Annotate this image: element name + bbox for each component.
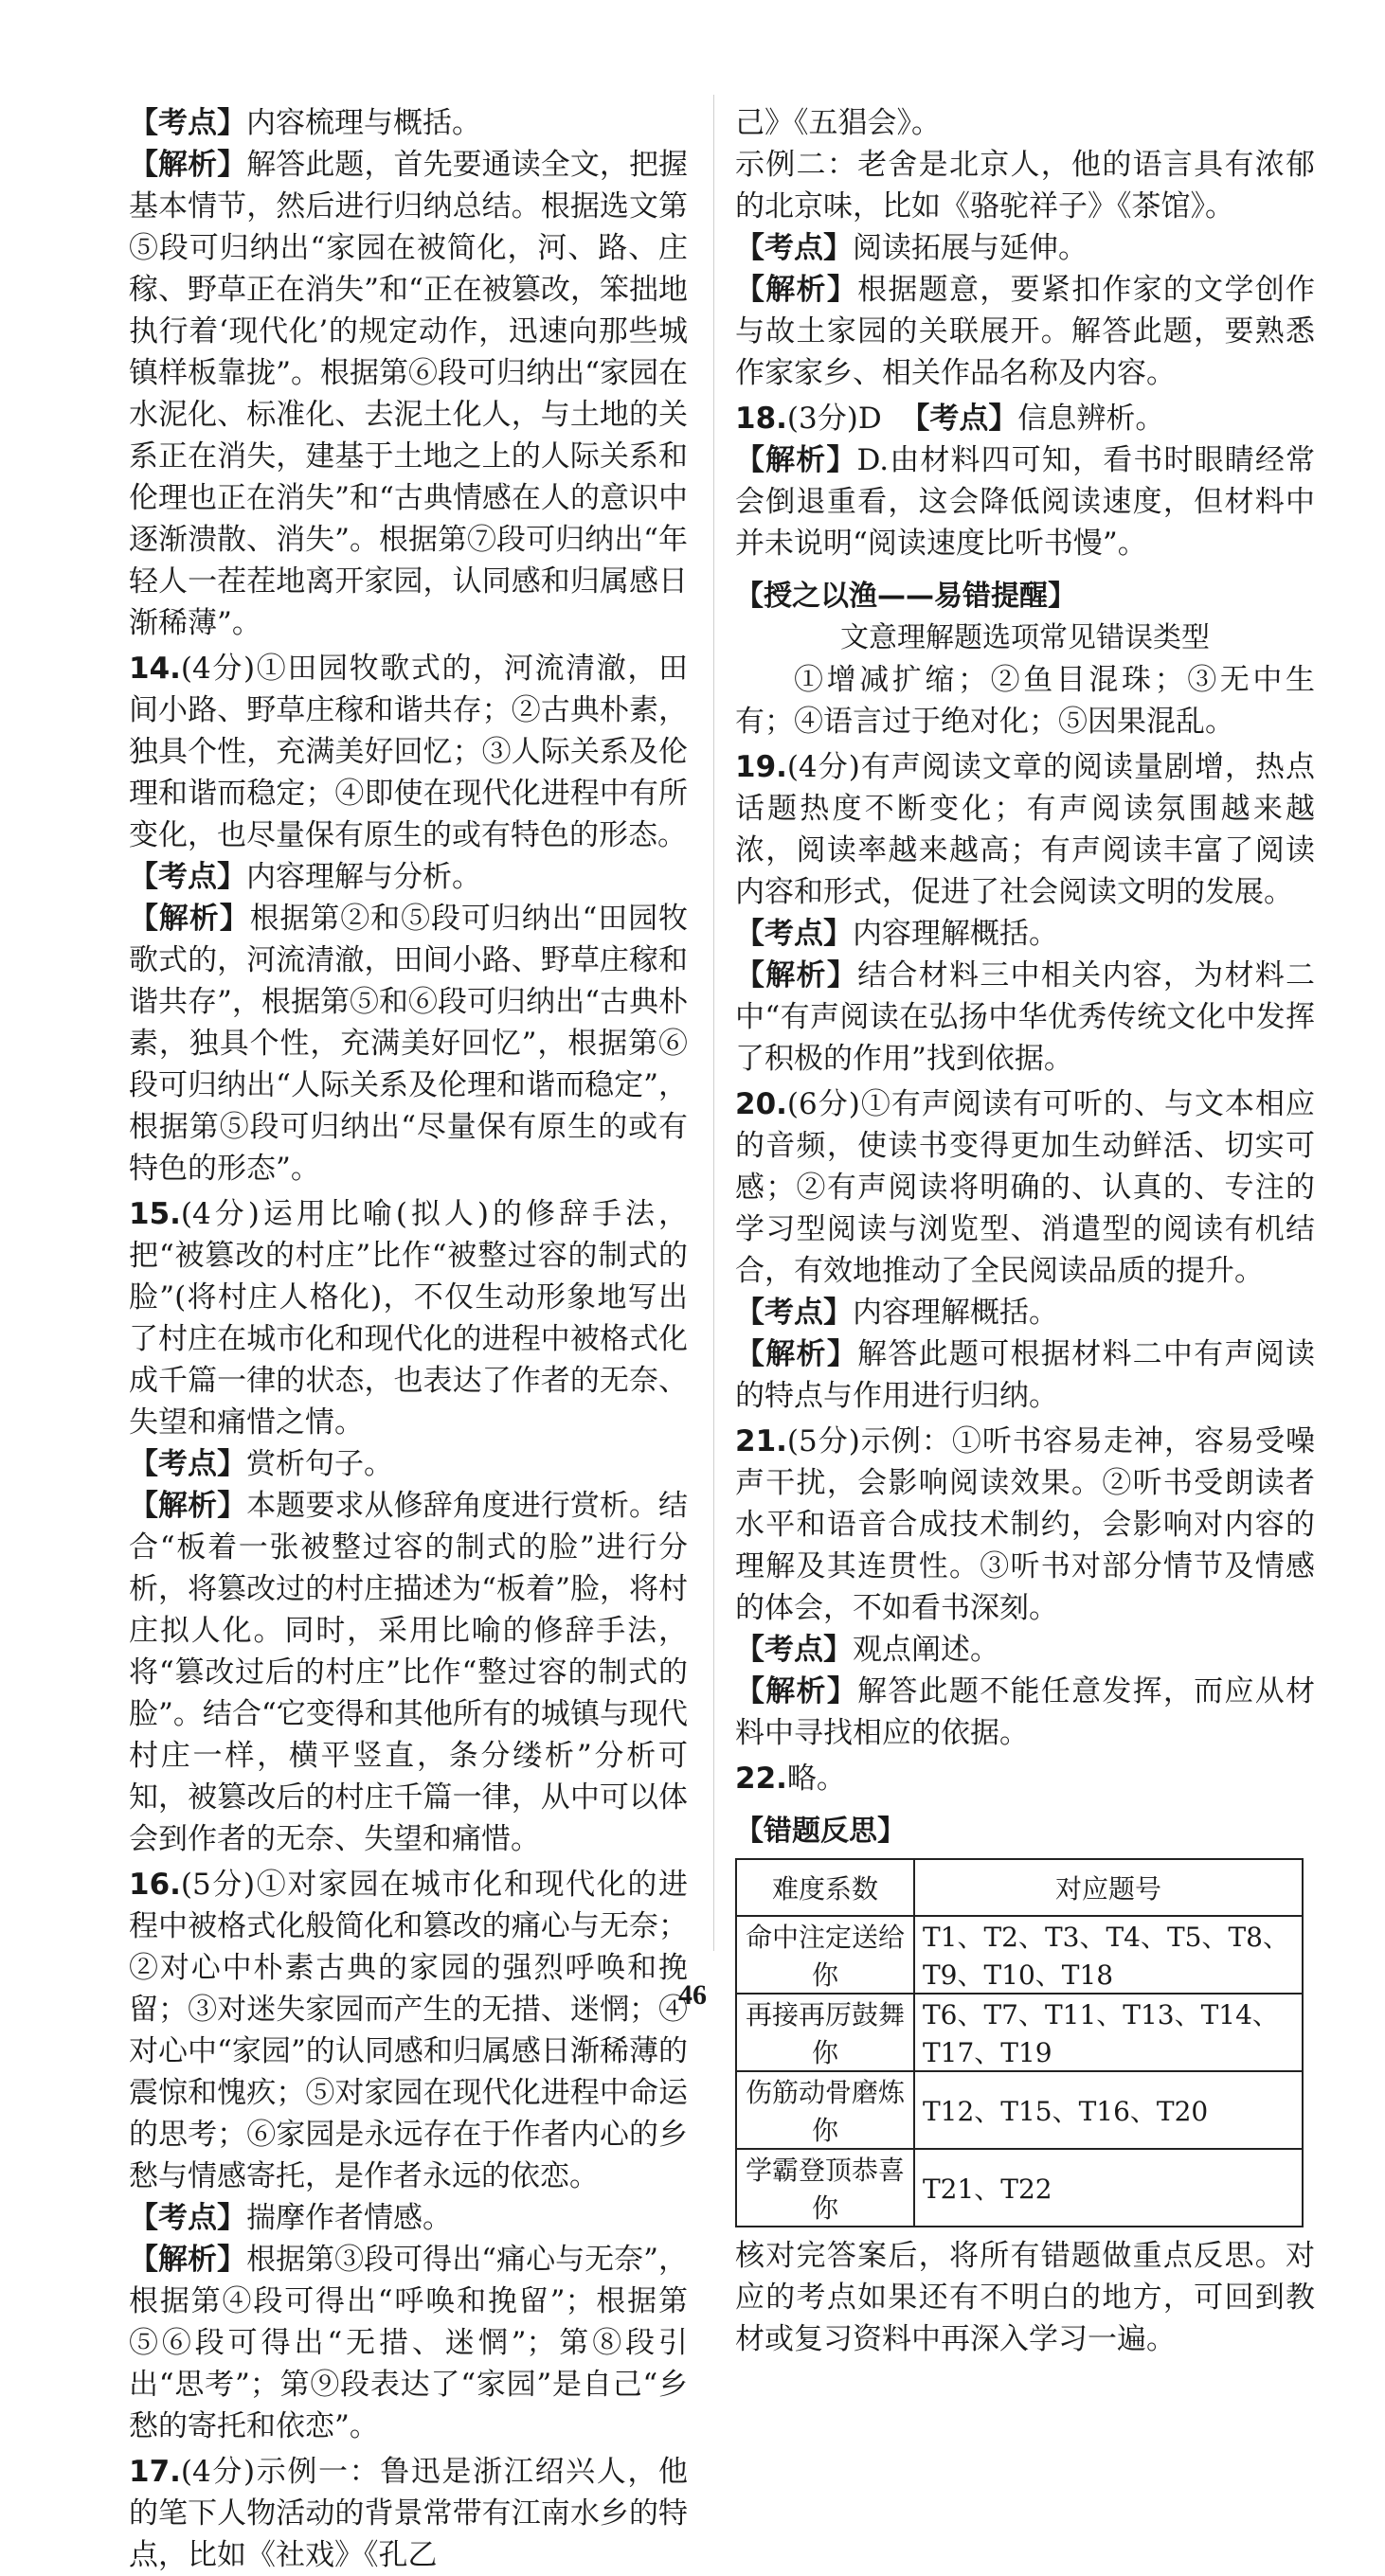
jiexi-19: 【解析】结合材料三中相关内容，为材料二中“有声阅读在弘扬中华优秀传统文化中发挥了积极的作用”找到依据。 [735, 958, 1316, 1076]
table-row: 伤筋动骨磨炼你 T12、T15、T16、T20 [736, 2071, 1303, 2149]
jiexi-20: 【解析】解答此题可根据材料二中有声阅读的特点与作用进行归纳。 [735, 1337, 1316, 1413]
answer-14: 14.(4分)①田园牧歌式的，河流清澈，田间小路、野草庄稼和谐共存；②古典朴素，独具个性，充满美好回忆；③人际关系及伦理和谐而稳定；④即使在现代化进程中有所变化，也尽量保有原生的或有特色的形态。 [129, 652, 688, 852]
kaodian-20: 【考点】内容理解概括。 [735, 1296, 1058, 1330]
answer-20: 20.(6分)①有声阅读有可听的、与文本相应的音频，使读书变得更加生动鲜活、切实可感；②有声阅读将明确的、认真的、专注的学习型阅读与浏览型、消遣型的阅读有机结合，有效地推动了全民阅读品质的提升。 [735, 1087, 1315, 1288]
jiexi-label: 【解析】 [129, 148, 247, 182]
left-column [129, 102, 688, 2576]
page-number: 46 [678, 1979, 707, 2011]
answer-15: 15.(4分)运用比喻(拟人)的修辞手法，把“被篡改的村庄”比作“被整过容的制式的脸”(将村庄人格化)，不仅生动形象地写出了村庄在城市化和现代化的进程中被格式化成千篇一律的状态，也表达了作者的无奈、失望和痛惜之情。 [129, 1197, 688, 1440]
kaodian-14: 【考点】内容理解与分析。 [129, 860, 481, 894]
jiexi-paragraph: 【解析】解答此题，首先要通读全文，把握基本情节，然后进行归纳总结。根据选文第⑤段可归纳出“家园在被简化，河、路、庄稼、野草正在消失”和“正在被篡改，笨拙地执行着‘现代化’的规定动作，迅速向那些城镇样板靠拢”。根据第⑥段可归纳出“家园在水泥化、标准化、去泥土化人，与土地的关系正在消失，建基于土地之上的人际关系和伦理也正在消失”和“古典情感在人的意识中逐渐溃散、消失”。根据第⑦段可归纳出“年轻人一茬茬地离开家园，认同感和归属感日渐稀薄”。 [129, 148, 689, 640]
reflect-heading: 【错题反思】 [735, 1815, 906, 1848]
table-header-items: 对应题号 [914, 1859, 1303, 1916]
tip-body: ①增减扩缩；②鱼目混珠；③无中生有；④语言过于绝对化；⑤因果混乱。 [735, 663, 1315, 739]
table-header-level: 难度系数 [736, 1859, 914, 1916]
kaodian-19: 【考点】内容理解概括。 [735, 917, 1058, 951]
table-header-row [736, 1859, 1303, 1916]
answer-18: 18.(3分)D 【考点】信息辨析。 [735, 402, 1165, 436]
tip-heading: 【授之以渔——易错提醒】 [735, 580, 1076, 613]
reflect-table [735, 1858, 1304, 2227]
answer-17-example-2: 示例二：老舍是北京人，他的语言具有浓郁的北京味，比如《骆驼祥子》《茶馆》。 [735, 148, 1315, 224]
answer-17: 17.(4分)示例一：鲁迅是浙江绍兴人，他的笔下人物活动的背景常带有江南水乡的特点，比如《社戏》《孔乙 [129, 2455, 688, 2572]
answer-16: 16.(5分)①对家园在城市化和现代化的进程中被格式化般简化和篡改的痛心与无奈；②对心中朴素古典的家园的强烈呼唤和挽留；③对迷失家园而产生的无措、迷惘；④对心中“家园”的认同感和归属感日渐稀薄的震惊和愧疚；⑤对家园在现代化进程中命运的思考；⑥家园是永远存在于作者内心的乡愁与情感寄托，是作者永远的依恋。 [129, 1868, 688, 2193]
table-row: 命中注定送给你 T1、T2、T3、T4、T5、T8、T9、T10、T18 [736, 1916, 1303, 1994]
table-row: 再接再厉鼓舞你 T6、T7、T11、T13、T14、T17、T19 [736, 1994, 1303, 2071]
table-row: 学霸登顶恭喜你 T21、T22 [736, 2149, 1303, 2227]
answer-17-continued: 己》《五猖会》。 [735, 106, 941, 140]
jiexi-15: 【解析】本题要求从修辞角度进行赏析。结合“板着一张被整过容的制式的脸”进行分析，将篡改过的村庄描述为“板着”脸，将村庄拟人化。同时，采用比喻的修辞手法，将“篡改过后的村庄”比作“整过容的制式的脸”。结合“它变得和其他所有的城镇与现代村庄一样，横平竖直，条分缕析”分析可知，被篡改后的村庄千篇一律，从中可以体会到作者的无奈、失望和痛惜。 [129, 1489, 689, 1856]
right-column [735, 102, 1315, 2360]
jiexi-21: 【解析】解答此题不能任意发挥，而应从材料中寻找相应的依据。 [735, 1674, 1316, 1750]
jiexi-17: 【解析】根据题意，要紧扣作家的文学创作与故土家园的关联展开。解答此题，要熟悉作家家乡、相关作品名称及内容。 [735, 273, 1316, 390]
jiexi-14: 【解析】根据第②和⑤段可归纳出“田园牧歌式的，河流清澈，田间小路、野草庄稼和谐共存”，根据第⑤和⑥段可归纳出“古典朴素，独具个性，充满美好回忆”，根据第⑥段可归纳出“人际关系及伦理和谐而稳定”，根据第⑤段可归纳出“尽量保有原生的或有特色的形态”。 [129, 902, 688, 1186]
column-divider [713, 95, 714, 1951]
kaodian-16: 【考点】揣摩作者情感。 [129, 2201, 452, 2235]
answer-21: 21.(5分)示例：①听书容易走神，容易受噪声干扰，会影响阅读效果。②听书受朗读者水平和语音合成技术制约，会影响对内容的理解及其连贯性。③听书对部分情节及情感的体会，不如看书深刻。 [735, 1424, 1315, 1625]
reflect-note: 核对完答案后，将所有错题做重点反思。对应的考点如果还有不明白的地方，可回到教材或复习资料中再深入学习一遍。 [735, 2239, 1315, 2356]
kaodian-line: 【考点】内容梳理与概括。 [129, 106, 481, 140]
kaodian-15: 【考点】赏析句子。 [129, 1447, 393, 1481]
kaodian-17: 【考点】阅读拓展与延伸。 [735, 231, 1088, 265]
answer-22: 22.略。 [735, 1762, 846, 1796]
jiexi-18: 【解析】D.由材料四可知，看书时眼睛经常会倒退重看，这会降低阅读速度，但材料中并未说明“阅读速度比听书慢”。 [735, 443, 1315, 561]
kaodian-21: 【考点】观点阐述。 [735, 1633, 999, 1667]
kaodian-label: 【考点】 [129, 106, 246, 140]
answer-19: 19.(4分)有声阅读文章的阅读量剧增，热点话题热度不断变化；有声阅读氛围越来越浓，阅读率越来越高；有声阅读丰富了阅读内容和形式，促进了社会阅读文明的发展。 [735, 750, 1315, 909]
tip-title: 文意理解题选项常见错误类型 [840, 621, 1210, 654]
jiexi-16: 【解析】根据第③段可得出“痛心与无奈”，根据第④段可得出“呼唤和挽留”；根据第⑤⑥段可得出“无措、迷惘”；第⑧段引出“思考”；第⑨段表达了“家园”是自己“乡愁的寄托和依恋”。 [129, 2243, 688, 2443]
